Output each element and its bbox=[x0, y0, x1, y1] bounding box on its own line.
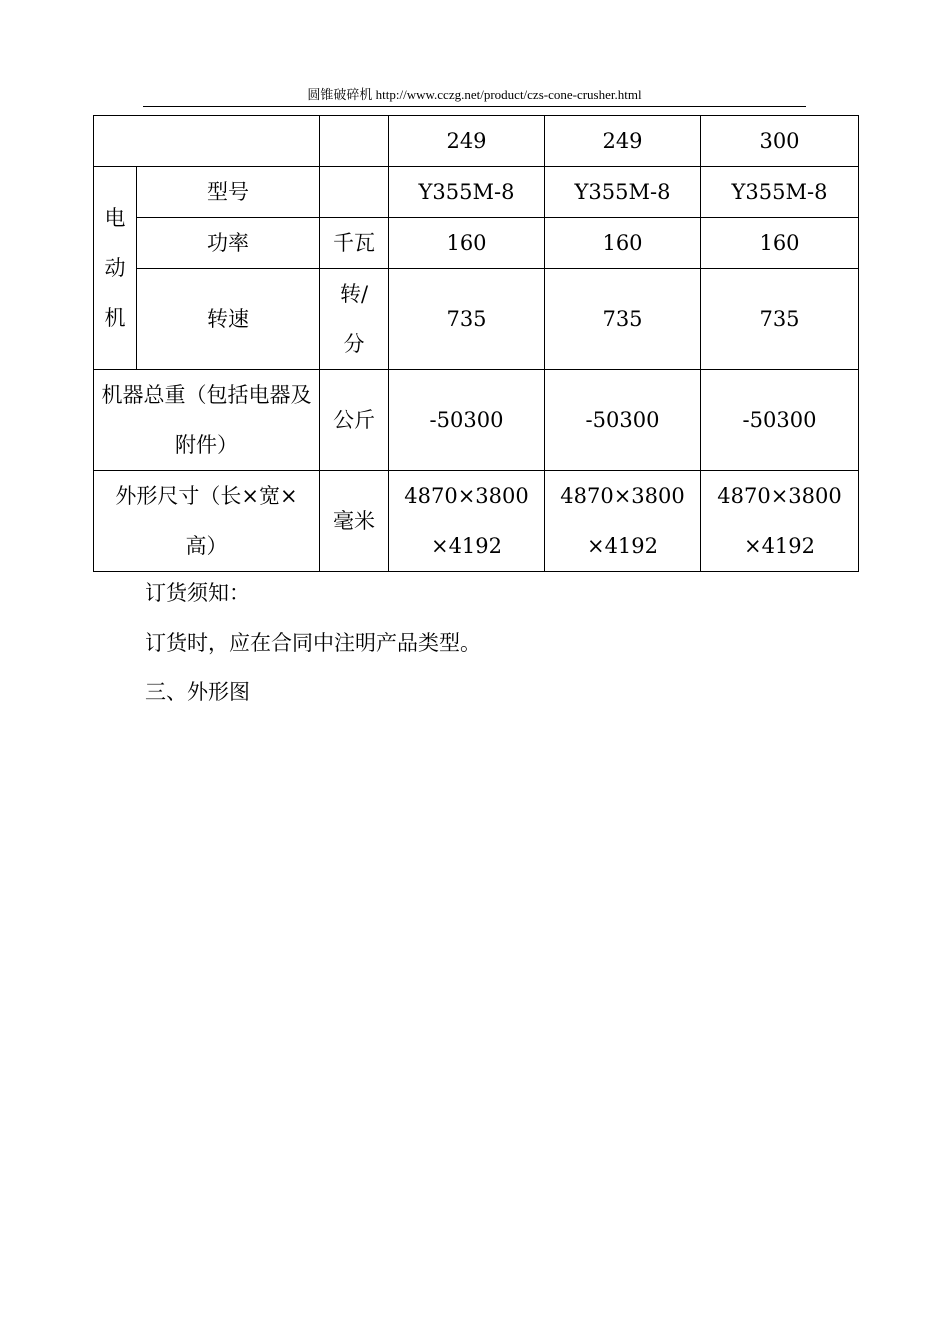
top-row-value-1: 249 bbox=[389, 116, 545, 167]
size-value-2 bbox=[545, 471, 701, 572]
model-value-3: Y355M-8 bbox=[701, 167, 859, 218]
size-unit: 毫米 bbox=[320, 471, 389, 572]
speed-value-2: 735 bbox=[545, 269, 701, 370]
weight-value-3: -50300 bbox=[701, 370, 859, 471]
table-row bbox=[94, 218, 859, 269]
size-value-1 bbox=[389, 471, 545, 572]
order-notice-title: 订货须知： bbox=[145, 581, 250, 605]
table-row bbox=[94, 116, 859, 167]
weight-label bbox=[94, 370, 320, 471]
weight-value-1: -50300 bbox=[389, 370, 545, 471]
weight-value-2: -50300 bbox=[545, 370, 701, 471]
page-header: 圆锥破碎机 http://www.cczg.net/product/czs-cone-crusher.html bbox=[307, 87, 642, 102]
model-label: 型号 bbox=[137, 167, 320, 218]
size-label bbox=[94, 471, 320, 572]
speed-label: 转速 bbox=[137, 269, 320, 370]
speed-value-1: 735 bbox=[389, 269, 545, 370]
speed-value-3: 735 bbox=[701, 269, 859, 370]
weight-label-text: 机器总重（包括电器及附件） bbox=[101, 383, 312, 457]
table-row bbox=[94, 471, 859, 572]
power-label: 功率 bbox=[137, 218, 320, 269]
power-value-1: 160 bbox=[389, 218, 545, 269]
model-value-1: Y355M-8 bbox=[389, 167, 545, 218]
model-value-2: Y355M-8 bbox=[545, 167, 701, 218]
size-value-2-text: 4870×3800×4192 bbox=[560, 484, 685, 558]
power-unit: 千瓦 bbox=[320, 218, 389, 269]
motor-group-label bbox=[94, 167, 137, 370]
motor-group-text: 电动机 bbox=[104, 206, 126, 330]
top-row-value-2: 249 bbox=[545, 116, 701, 167]
top-row-label bbox=[94, 116, 320, 167]
speed-unit-text: 转/分 bbox=[339, 282, 369, 356]
size-label-text: 外形尺寸（长×宽×高） bbox=[115, 484, 298, 558]
size-value-1-text: 4870×3800×4192 bbox=[404, 484, 529, 558]
model-unit bbox=[320, 167, 389, 218]
top-row-unit bbox=[320, 116, 389, 167]
spec-table bbox=[93, 115, 859, 572]
order-notice-text: 订货时，应在合同中注明产品类型。 bbox=[145, 631, 481, 655]
table-row bbox=[94, 167, 859, 218]
size-value-3 bbox=[701, 471, 859, 572]
speed-unit bbox=[320, 269, 389, 370]
power-value-3: 160 bbox=[701, 218, 859, 269]
top-row-value-3: 300 bbox=[701, 116, 859, 167]
weight-unit: 公斤 bbox=[320, 370, 389, 471]
table-row bbox=[94, 269, 859, 370]
table-row bbox=[94, 370, 859, 471]
power-value-2: 160 bbox=[545, 218, 701, 269]
header-rule bbox=[143, 106, 806, 107]
size-value-3-text: 4870×3800×4192 bbox=[717, 484, 842, 558]
section-title: 三、外形图 bbox=[145, 680, 250, 704]
